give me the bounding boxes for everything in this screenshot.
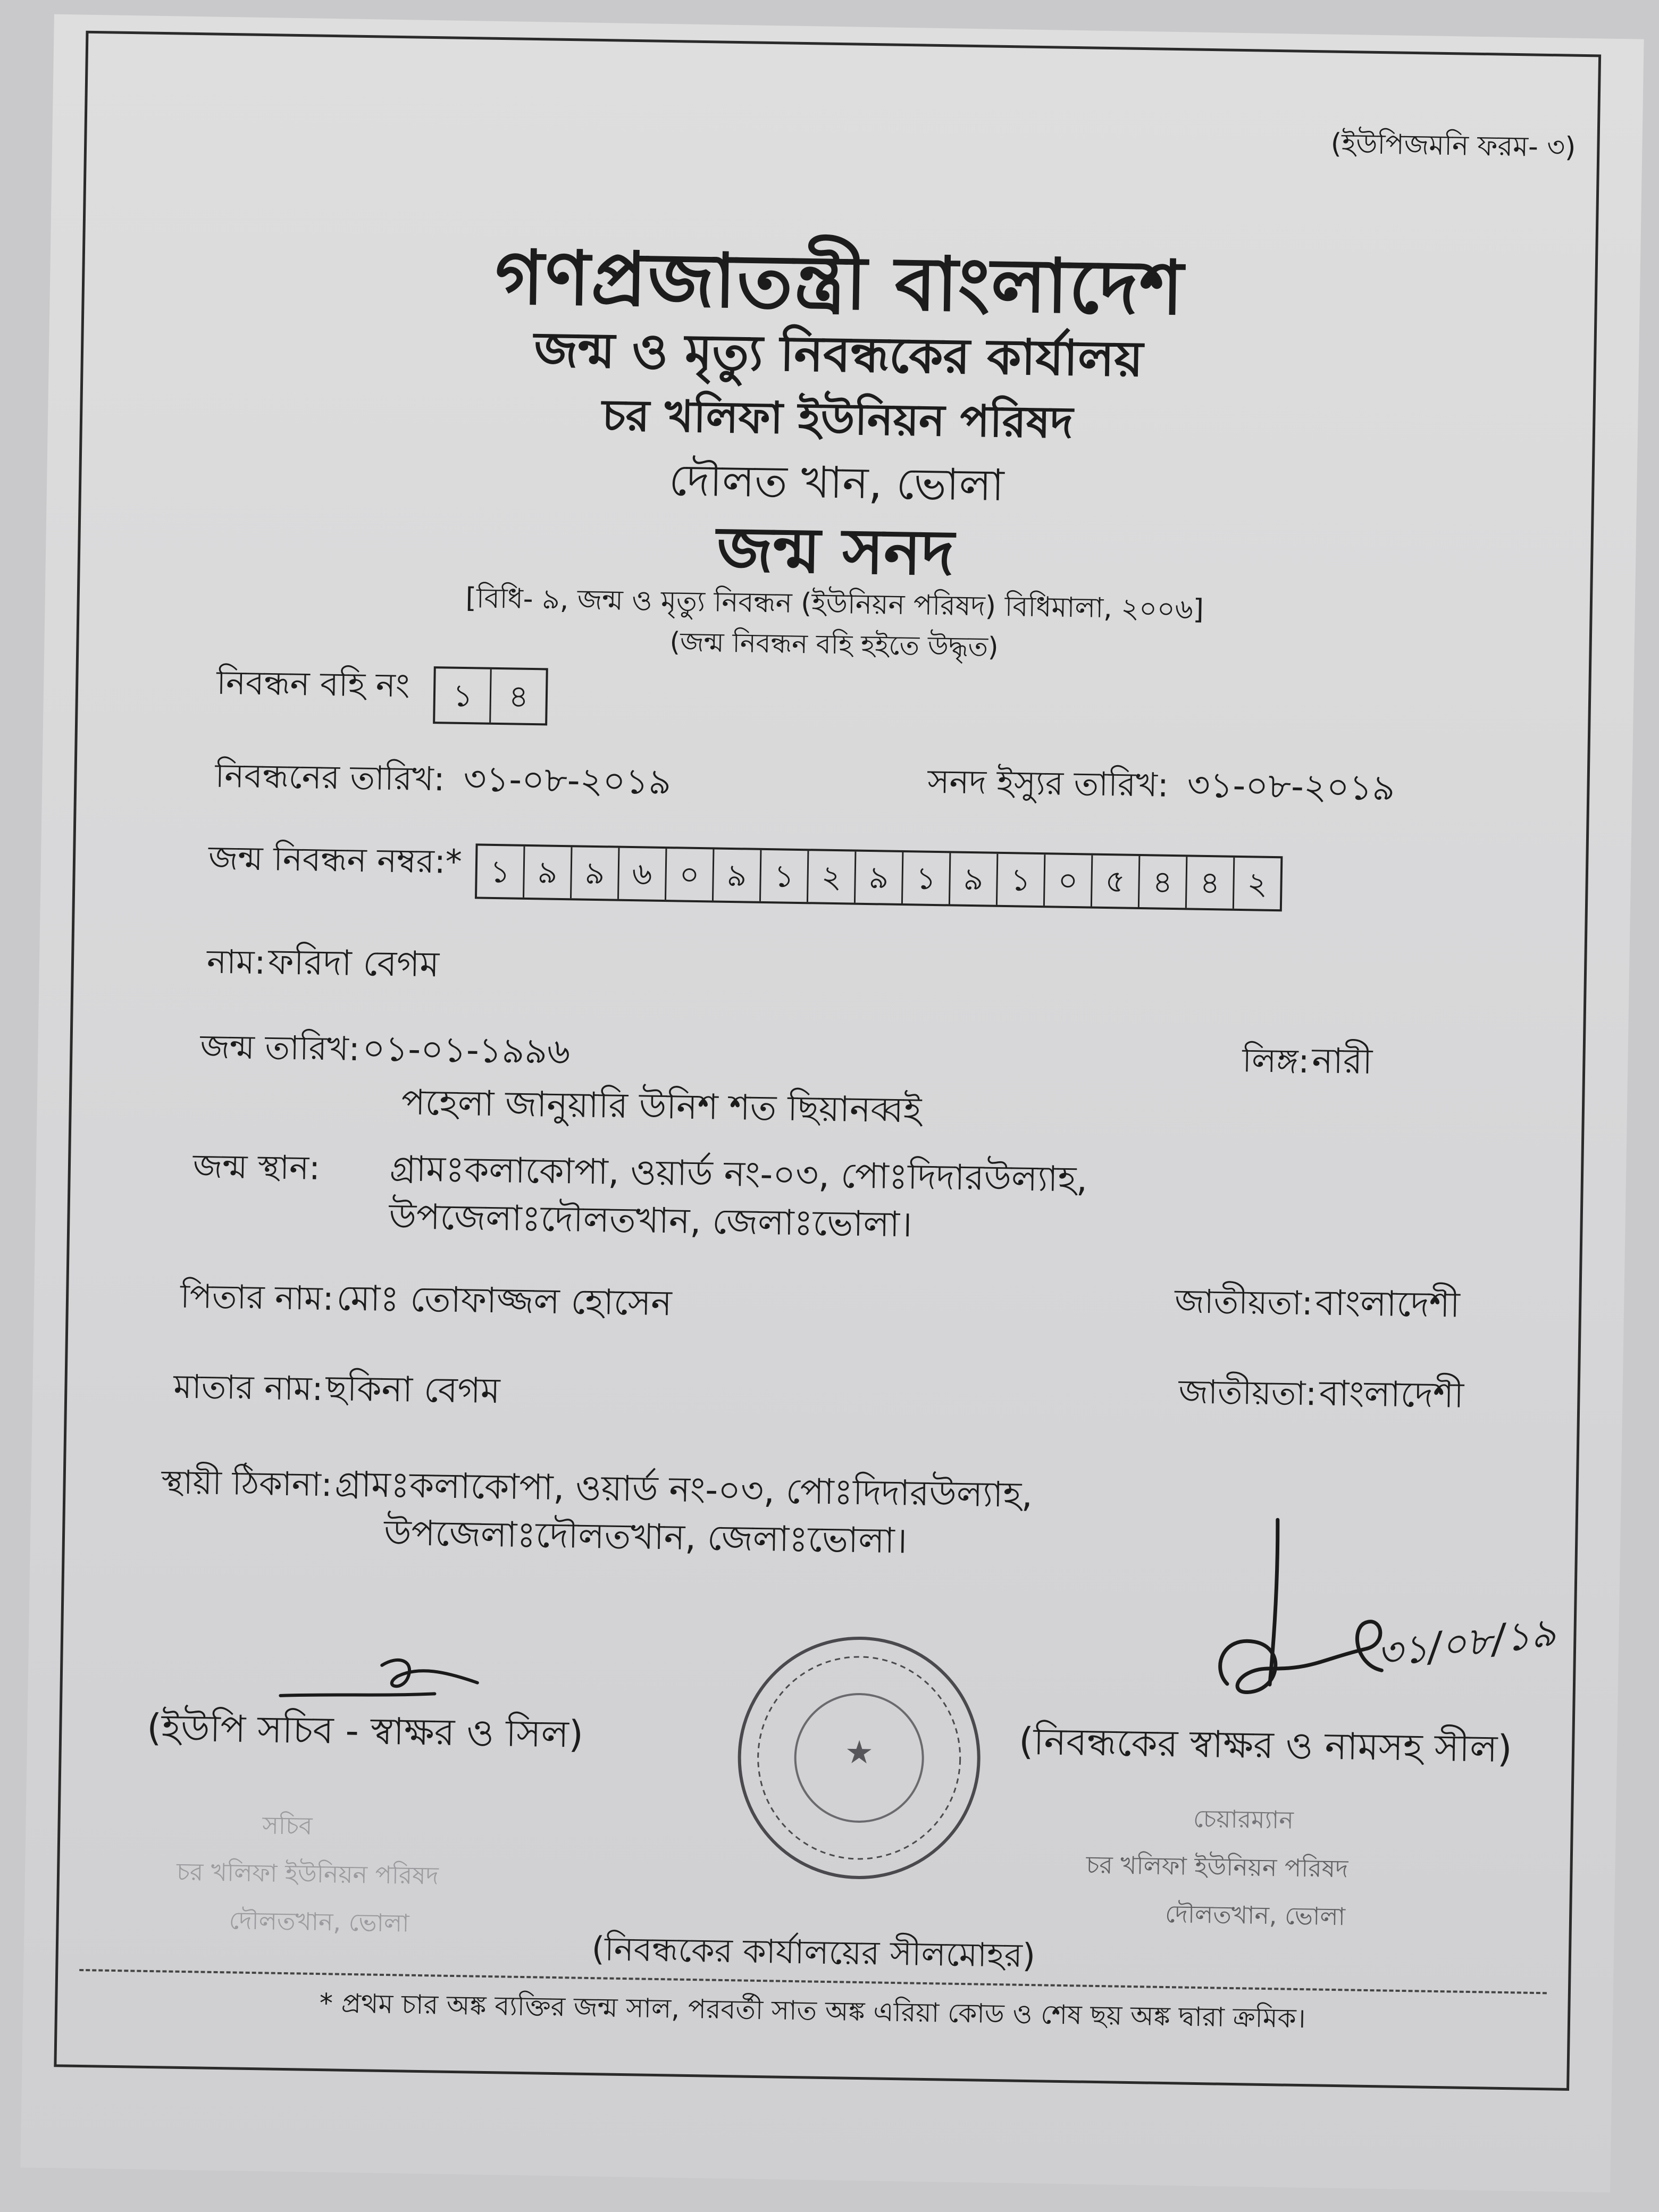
book-number-label: নিবন্ধন বহি নং	[216, 663, 410, 705]
name-label: নাম:	[206, 942, 266, 982]
reg-digit: ৬	[619, 848, 667, 899]
mother-row	[173, 1359, 501, 1423]
reg-digit: ৪	[1139, 856, 1187, 908]
reg-digit: ৯	[572, 847, 619, 899]
birth-reg-boxes	[475, 843, 1283, 911]
reg-digit: ২	[1247, 865, 1268, 902]
document-title: জন্ম সনদ	[716, 512, 955, 590]
secretary-stamp-line1: সচিব	[262, 1811, 313, 1840]
mother-nationality-label: জাতীয়তা:	[1178, 1372, 1317, 1413]
father-row	[180, 1269, 672, 1335]
registrar-stamp-line2: চর খলিফা ইউনিয়ন পরিষদ	[1086, 1850, 1348, 1883]
union-name: চর খলিফা ইউনিয়ন পরিষদ	[601, 390, 1074, 448]
secretary-stamp-line3: দৌলতখান, ভোলা	[229, 1906, 410, 1938]
issue-date-label: সনদ ইস্যুর তারিখ:	[927, 761, 1169, 805]
reg-digit: ১	[903, 852, 951, 904]
birth-place-line1: গ্রামঃকলাকোপা, ওয়ার্ড নং-০৩, পোঃদিদারউল্যাহ,	[389, 1147, 1088, 1200]
birth-reg-row	[208, 833, 1283, 911]
office-seal	[730, 1628, 988, 1887]
registration-date-label: নিবন্ধনের তারিখ:	[214, 756, 446, 799]
father-nationality-row	[1174, 1273, 1460, 1336]
reg-digit: ০	[666, 849, 714, 900]
svg-text:★: ★	[844, 1733, 874, 1772]
registrar-stamp-line3: দৌলতখান, ভোলা	[1164, 1899, 1346, 1931]
birth-place-label: জন্ম স্থান:	[192, 1146, 321, 1187]
father-name: মোঃ তোফাজ্জল হোসেন	[336, 1277, 673, 1324]
issue-date-row	[927, 754, 1395, 820]
certificate-frame	[54, 31, 1601, 2091]
reg-digit: ১	[998, 853, 1045, 905]
issue-date-value: ৩১-০৮-২০১৯	[1187, 764, 1395, 809]
mother-label: মাতার নাম:	[173, 1367, 324, 1409]
footnote: * প্রথম চার অঙ্ক ব্যক্তির জন্ম সাল, পরবর্তী সাত অঙ্ক এরিয়া কোড ও শেষ ছয় অঙ্ক দ্বারা ক্রমিক।	[319, 1988, 1306, 2034]
mother-nationality-row	[1178, 1364, 1464, 1427]
registrar-stamp-line1: চেয়ারম্যান	[1193, 1804, 1294, 1834]
permanent-address-line2: উপজেলাঃদৌলতখান, জেলাঃভোলা।	[383, 1512, 908, 1562]
gender-row	[1242, 1033, 1372, 1093]
secretary-label: (ইউপি সচিব - স্বাক্ষর ও সিল)	[146, 1705, 584, 1756]
book-number-row	[216, 658, 548, 725]
gender-label: লিঙ্গ:	[1242, 1041, 1310, 1081]
dob-label: জন্ম তারিখ:	[199, 1027, 361, 1069]
office-title: জন্ম ও মৃত্যু নিবন্ধকের কার্যালয়	[533, 321, 1144, 388]
dob-in-words: পহেলা জানুয়ারি উনিশ শত ছিয়ানব্বই	[401, 1082, 922, 1131]
rule-reference: [বিধি- ৯, জন্ম ও মৃত্যু নিবন্ধন (ইউনিয়ন পরিষদ) বিধিমালা, ২০০৬]	[465, 582, 1204, 626]
book-number-boxes	[433, 666, 549, 725]
name-value: ফরিদা বেগম	[267, 941, 440, 985]
name-row	[206, 934, 440, 996]
father-label: পিতার নাম:	[180, 1276, 334, 1318]
reg-digit: ২	[808, 851, 856, 902]
registration-date-value: ৩১-০৮-২০১৯	[463, 758, 672, 803]
registration-date-row	[215, 748, 672, 814]
mother-nationality: বাংলাদেশী	[1319, 1372, 1464, 1416]
form-number: (ইউপিজমনি ফরম- ৩)	[1330, 128, 1576, 164]
reg-digit: ১	[761, 850, 809, 901]
birth-reg-label: জন্ম নিবন্ধন নম্বর:*	[208, 838, 463, 882]
reg-digit: ১	[477, 845, 525, 897]
country-title: গণপ্রজাতন্ত্রী বাংলাদেশ	[494, 234, 1185, 332]
dob-row	[200, 1019, 571, 1083]
reg-digit: ৯	[950, 853, 998, 904]
birth-place-line2: উপজেলাঃদৌলতখান, জেলাঃভোলা।	[388, 1195, 913, 1245]
reg-digit: ৪	[1187, 857, 1235, 908]
signature-date: ৩১/০৮/১৯	[1374, 1609, 1559, 1677]
book-digit: ৪	[508, 677, 529, 715]
father-nationality-label: জাতীয়তা:	[1174, 1281, 1313, 1323]
dob-value: ০১-০১-১৯৯৬	[362, 1028, 571, 1073]
gender-value: নারী	[1311, 1040, 1373, 1082]
permanent-address-line1: গ্রামঃকলাকোপা, ওয়ার্ড নং-০৩, পোঃদিদারউল্যাহ,	[334, 1463, 1033, 1516]
reg-digit: ৯	[524, 846, 572, 898]
reg-digit: ৯	[856, 851, 903, 903]
permanent-address-label: স্থায়ী ঠিকানা:	[161, 1462, 333, 1504]
location: দৌলত খান, ভোলা	[668, 455, 1005, 511]
reg-digit: ৯	[714, 849, 761, 901]
reg-digit: ০	[1045, 854, 1093, 906]
reg-digit: ৫	[1092, 855, 1140, 907]
book-digit: ১	[435, 668, 492, 723]
mother-name: ছকিনা বেগম	[325, 1368, 501, 1412]
registrar-label: (নিবন্ধকের স্বাক্ষর ও নামসহ সীল)	[1018, 1719, 1513, 1771]
extract-note: (জন্ম নিবন্ধন বহি হইতে উদ্ধৃত)	[669, 626, 999, 663]
seal-label: (নিবন্ধকের কার্যালয়ের সীলমোহর)	[591, 1929, 1036, 1975]
father-nationality: বাংলাদেশী	[1315, 1282, 1461, 1326]
secretary-stamp-line2: চর খলিফা ইউনিয়ন পরিষদ	[176, 1857, 439, 1890]
certificate-paper	[20, 14, 1644, 2192]
